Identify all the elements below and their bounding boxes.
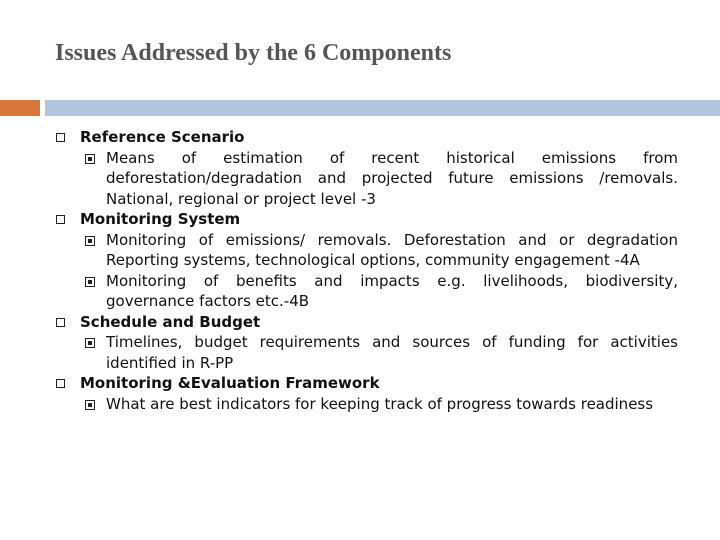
sub-bullet [80, 148, 678, 210]
accent-bar-orange [0, 100, 40, 116]
sub-bullet [80, 394, 678, 415]
bullet-item-monitoring-evaluation [55, 373, 678, 414]
square-bullet-icon [56, 133, 65, 142]
square-bullet-icon [56, 379, 65, 388]
sub-bullet-text: Monitoring of emissions/ removals. Deforestation and or degradation Reporting systems, technological options, community engagement -4A [106, 230, 678, 269]
filled-square-bullet-icon [85, 277, 95, 287]
filled-square-bullet-icon [85, 236, 95, 246]
sub-bullet [80, 230, 678, 271]
filled-square-bullet-icon [85, 338, 95, 348]
sub-bullet-text: Timelines, budget requirements and sources of funding for activities identified in R-PP [106, 333, 678, 372]
sub-bullet-text: Means of estimation of recent historical emissions from deforestation/degradation and projected future emissions /removals. National, regional or project level -3 [106, 148, 678, 208]
slide-title: Issues Addressed by the 6 Components [55, 40, 452, 66]
filled-square-bullet-icon [85, 154, 95, 164]
sub-bullet [80, 332, 678, 373]
bullet-item-monitoring-system [55, 209, 678, 312]
square-bullet-icon [56, 318, 65, 327]
bullet-item-schedule-budget [55, 312, 678, 374]
bullet-label: Monitoring &Evaluation Framework [80, 374, 380, 392]
bullet-list [55, 127, 678, 414]
sub-bullet-text: Monitoring of benefits and impacts e.g. livelihoods, biodiversity, governance factors etc.-4B [106, 271, 678, 310]
bullet-item-reference-scenario [55, 127, 678, 209]
bullet-label: Monitoring System [80, 210, 241, 228]
filled-square-bullet-icon [85, 400, 95, 410]
accent-bar-blue [45, 100, 720, 116]
square-bullet-icon [56, 215, 65, 224]
bullet-label: Reference Scenario [80, 128, 245, 146]
sub-bullet-text: What are best indicators for keeping track of progress towards readiness [106, 394, 654, 413]
sub-bullet [80, 271, 678, 312]
bullet-label: Schedule and Budget [80, 312, 261, 331]
